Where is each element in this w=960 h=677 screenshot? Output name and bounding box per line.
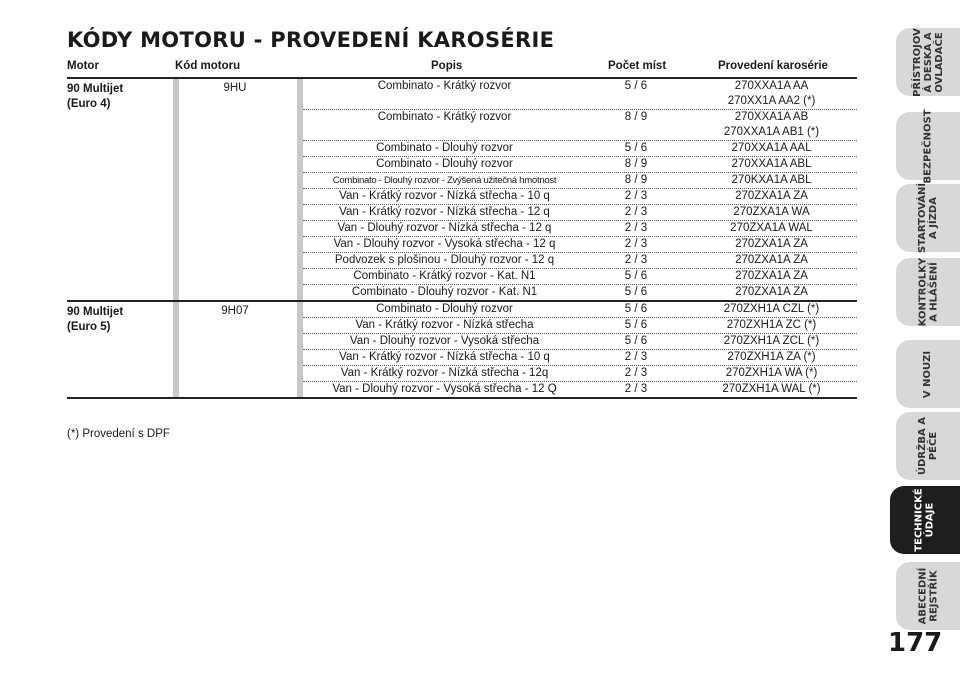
tab-label-line: A JÍZDA (928, 197, 939, 239)
table-row (303, 318, 857, 334)
page-number: 177 (888, 628, 943, 658)
row-body (686, 350, 857, 365)
row-seats: 5 / 6 (624, 335, 648, 347)
row-body (686, 269, 857, 284)
row-body (686, 237, 857, 252)
tab-label-line: V NOUZI (922, 350, 934, 398)
body-code: 270XX1A AA2 (*) (727, 95, 816, 107)
table-row (303, 285, 857, 300)
chapter-tab[interactable] (896, 412, 960, 480)
engine-codes-table (67, 58, 857, 399)
row-body (686, 79, 857, 109)
table-header (67, 58, 857, 79)
body-code: 270ZXA1A ZA (735, 286, 808, 298)
tab-label-line: PÉČE (928, 431, 939, 461)
table-row (303, 141, 857, 157)
body-code: 270ZXH1A ZC (*) (726, 319, 817, 331)
column-shade (297, 302, 303, 397)
row-body (686, 173, 857, 188)
row-seats: 8 / 9 (624, 111, 648, 123)
tab-label-line: TECHNICKÉ (914, 488, 925, 552)
chapter-tab[interactable] (896, 340, 960, 408)
chapter-tab[interactable] (896, 108, 960, 184)
row-description: Combinato - Dlouhý rozvor (376, 303, 513, 315)
table-row (303, 334, 857, 350)
table-row (303, 366, 857, 382)
tab-label-line: ABECEDNÍ (916, 567, 928, 625)
row-body (686, 334, 857, 349)
row-seats: 2 / 3 (624, 222, 648, 234)
body-code: 270KXA1A ABL (731, 174, 812, 186)
tab-label-line: ÚDRŽBA A (917, 417, 928, 475)
row-description: Van - Krátký rozvor - Nízká střecha - 12q (340, 367, 549, 379)
chapter-tab-label (923, 350, 934, 397)
row-description: Combinato - Krátký rozvor (377, 80, 512, 92)
tab-label-line: A HLÁŠENÍ (928, 262, 939, 322)
header-body: Provedení karosérie (718, 60, 828, 72)
column-shade (297, 79, 303, 300)
header-code: Kód motoru (175, 60, 241, 72)
chapter-tab[interactable] (896, 28, 960, 96)
body-code: 270ZXH1A ZA (*) (727, 351, 816, 363)
table-row (303, 173, 857, 189)
column-shade (173, 79, 179, 300)
table-row (303, 205, 857, 221)
row-seats: 5 / 6 (624, 142, 648, 154)
row-body (686, 253, 857, 268)
chapter-tab[interactable] (896, 184, 960, 252)
engine-code: 9HU (223, 82, 247, 94)
row-body (686, 205, 857, 220)
body-code: 270ZXH1A ZCL (*) (723, 335, 820, 347)
table-row (303, 253, 857, 269)
row-seats: 2 / 3 (624, 190, 648, 202)
body-code: 270ZXA1A ZA (735, 238, 808, 250)
motor-line: 90 Multijet (67, 306, 124, 318)
row-body (686, 110, 857, 140)
header-motor: Motor (67, 60, 99, 72)
row-body (686, 285, 857, 300)
row-description: Combinato - Krátký rozvor (377, 111, 512, 123)
row-body (686, 382, 857, 397)
motor-name (67, 82, 173, 112)
motor-line: 90 Multijet (67, 83, 124, 95)
table-row (303, 350, 857, 366)
row-description: Van - Krátký rozvor - Nízká střecha - 12 q (339, 206, 550, 218)
row-body (686, 141, 857, 156)
engine-code: 9H07 (221, 305, 249, 317)
engine-group (67, 302, 857, 399)
body-code: 270ZXA1A ZA (735, 190, 808, 202)
engine-group (67, 79, 857, 302)
chapter-tab-label (917, 568, 939, 625)
table-row (303, 79, 857, 110)
chapter-tab[interactable] (896, 258, 960, 326)
body-code: 270XXA1A AAL (731, 142, 812, 154)
chapter-tab-label (914, 488, 936, 551)
body-code: 270XXA1A AA (734, 80, 809, 92)
tab-label-line: ÚDAJE (925, 502, 936, 538)
row-description: Van - Krátký rozvor - Nízká střecha - 10 q (339, 351, 550, 363)
row-description: Combinato - Dlouhý rozvor (376, 142, 513, 154)
tab-label-line: REJSTŘÍK (927, 570, 939, 622)
row-seats: 5 / 6 (624, 303, 648, 315)
motor-line: (Euro 5) (67, 321, 111, 333)
row-seats: 2 / 3 (624, 238, 648, 250)
body-code: 270XXA1A AB1 (*) (723, 126, 820, 138)
body-code: 270ZXA1A ZA (735, 270, 808, 282)
row-description: Podvozek s plošinou - Dlouhý rozvor - 12 q (334, 254, 555, 266)
page-title: KÓDY MOTORU - PROVEDENÍ KAROSÉRIE (67, 28, 555, 52)
table-row (303, 110, 857, 141)
row-seats: 2 / 3 (624, 254, 648, 266)
row-description: Van - Krátký rozvor - Nízká střecha (355, 319, 534, 331)
row-seats: 5 / 6 (624, 319, 648, 331)
chapter-tab-label (917, 183, 939, 253)
table-row (303, 189, 857, 205)
row-body (686, 157, 857, 172)
row-seats: 5 / 6 (624, 270, 648, 282)
table-row (303, 157, 857, 173)
motor-line: (Euro 4) (67, 98, 111, 110)
row-seats: 8 / 9 (624, 174, 648, 186)
row-description: Van - Dlouhý rozvor - Vysoká střecha - 12 q (333, 238, 556, 250)
body-code: 270XXA1A AB (734, 111, 809, 123)
chapter-tab-label (917, 258, 939, 327)
row-seats: 8 / 9 (624, 158, 648, 170)
chapter-tab-label (912, 28, 945, 97)
body-code: 270ZXH1A WA (*) (725, 367, 818, 379)
row-seats: 2 / 3 (624, 351, 648, 363)
table-row (303, 221, 857, 237)
tab-label-line: Á DESKA A (922, 31, 934, 93)
table-row (303, 382, 857, 397)
chapter-tab[interactable] (890, 486, 960, 554)
body-code: 270ZXA1A WAL (730, 222, 813, 234)
body-code: 270ZXA1A ZA (735, 254, 808, 266)
tab-label-line: PŘÍSTROJOV (911, 27, 923, 97)
tab-label-line: OVLADAČE (933, 31, 945, 93)
row-description: Van - Krátký rozvor - Nízká střecha - 10 q (339, 190, 550, 202)
row-description: Van - Dlouhý rozvor - Vysoká střecha - 12 Q (332, 383, 557, 395)
body-code: 270ZXH1A WAL (*) (722, 383, 821, 395)
tab-label-line: KONTROLKY (917, 257, 928, 327)
tab-label-line: BEZPEČNOST (922, 108, 934, 184)
row-description: Combinato - Dlouhý rozvor - Kat. N1 (351, 286, 538, 298)
row-body (686, 189, 857, 204)
header-seats: Počet míst (608, 60, 667, 72)
body-code: 270ZXA1A WA (733, 206, 810, 218)
row-body (686, 302, 857, 317)
row-body (686, 318, 857, 333)
chapter-tab-label (923, 109, 934, 183)
footnote: (*) Provedení s DPF (67, 428, 170, 440)
header-desc: Popis (431, 60, 463, 72)
row-seats: 2 / 3 (624, 367, 648, 379)
row-body (686, 366, 857, 381)
row-seats: 5 / 6 (624, 286, 648, 298)
table-row (303, 237, 857, 253)
chapter-tab[interactable] (896, 562, 960, 630)
table-row (303, 269, 857, 285)
row-description: Combinato - Dlouhý rozvor - Zvýšená užitečná hmotnost (332, 175, 557, 186)
row-seats: 2 / 3 (624, 206, 648, 218)
body-code: 270XXA1A ABL (731, 158, 812, 170)
row-description: Combinato - Dlouhý rozvor (376, 158, 513, 170)
row-seats: 2 / 3 (624, 383, 648, 395)
row-description: Van - Dlouhý rozvor - Vysoká střecha (349, 335, 540, 347)
row-description: Combinato - Krátký rozvor - Kat. N1 (353, 270, 536, 282)
motor-name (67, 305, 173, 335)
table-row (303, 302, 857, 318)
tab-label-line: STARTOVÁNÍ (917, 182, 928, 254)
chapter-tab-label (917, 417, 939, 475)
row-seats: 5 / 6 (624, 80, 648, 92)
body-code: 270ZXH1A CZL (*) (723, 303, 820, 315)
row-description: Van - Dlouhý rozvor - Nízká střecha - 12 q (337, 222, 552, 234)
row-body (686, 221, 857, 236)
